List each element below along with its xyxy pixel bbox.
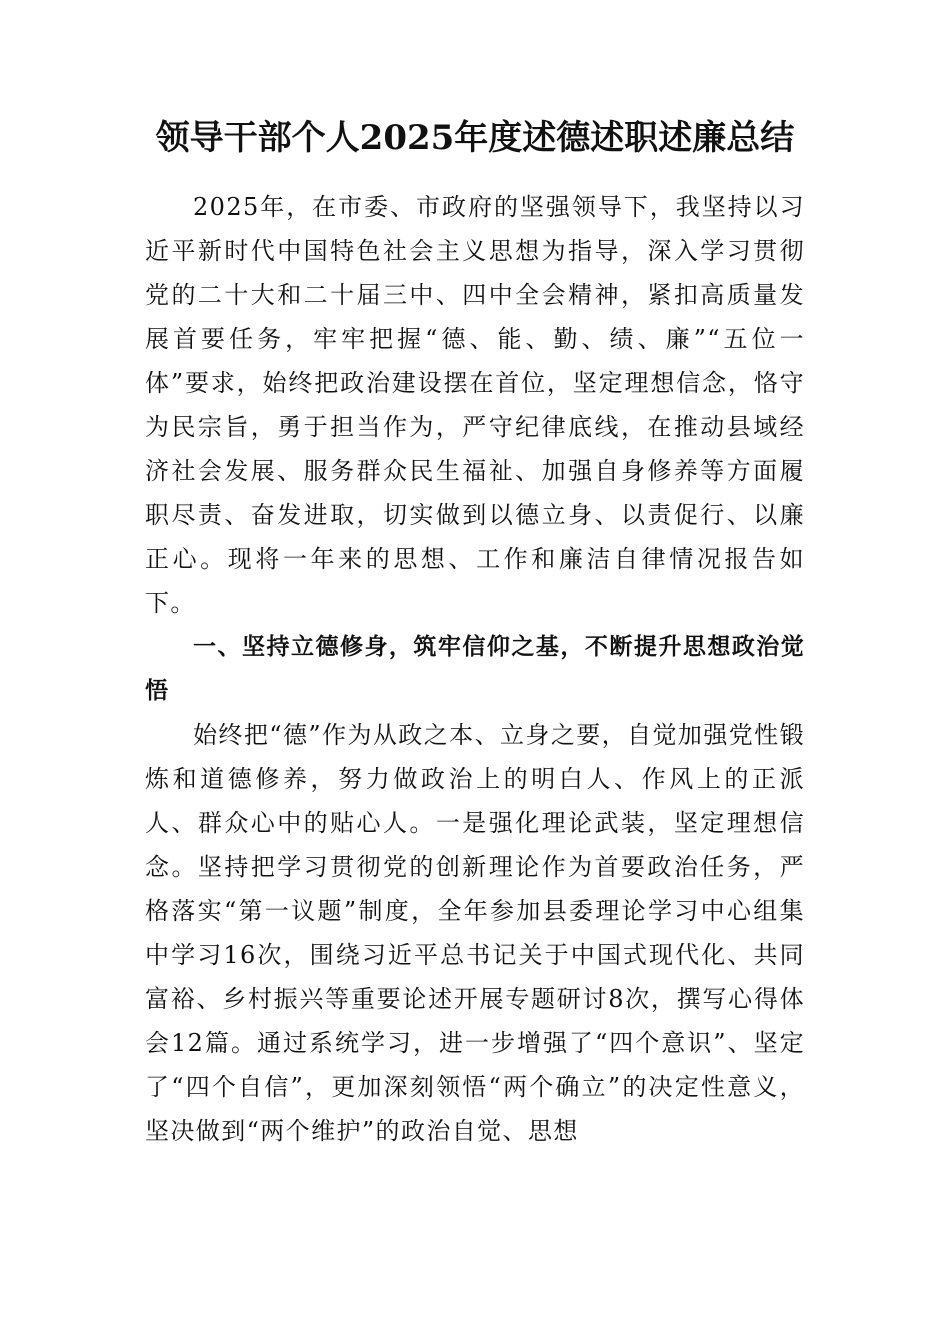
section-paragraph: 始终把“德”作为从政之本、立身之要，自觉加强党性锻炼和道德修养，努力做政治上的明白人、作风上的正派人、群众心中的贴心人。一是强化理论武装，坚定理想信念。坚持把学习贯彻党的创新理论作为首要政治任务，严格落实“第一议题”制度，全年参加县委理论学习中心组集中学习16次，围绕习近平总书记关于中国式现代化、共同富裕、乡村振兴等重要论述开展专题研讨8次，撰写心得体会12篇。通过系统学习，进一步增强了“四个意识”、坚定了“四个自信”，更加深刻领悟“两个确立”的决定性意义，坚决做到“两个维护”的政治自觉、思想: [145, 721, 805, 1145]
intro-paragraph: 2025年，在市委、市政府的坚强领导下，我坚持以习近平新时代中国特色社会主义思想为指导，深入学习贯彻党的二十大和二十届三中、四中全会精神，紧扣高质量发展首要任务，牢牢把握“德、能、勤、绩、廉”“五位一体”要求，始终把政治建设摆在首位，坚定理想信念，恪守为民宗旨，勇于担当作为，严守纪律底线，在推动县域经济社会发展、服务群众民生福祉、加强自身修养等方面履职尽责、奋发进取，切实做到以德立身、以责促行、以廉正心。现将一年来的思想、工作和廉洁自律情况报告如下。: [145, 193, 805, 617]
section-heading: 一、坚持立德修身，筑牢信仰之基，不断提升思想政治觉悟: [145, 634, 805, 704]
document-body: [145, 185, 805, 1153]
document-title: 领导干部个人2025年度述德述职述廉总结: [155, 118, 795, 158]
